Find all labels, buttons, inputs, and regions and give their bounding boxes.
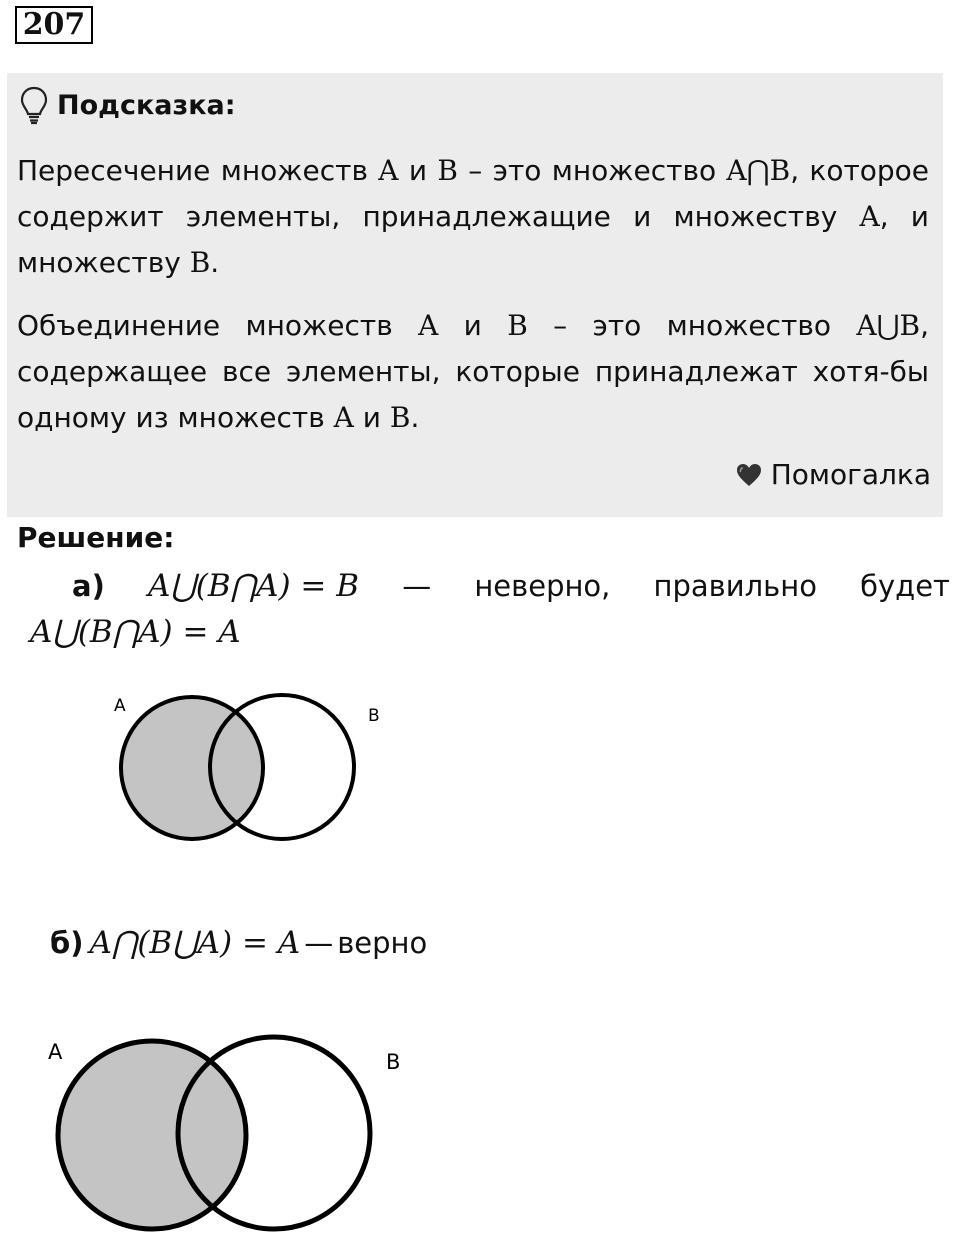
hint-union-text: Объединение множеств A и B – это множество A⋃B, содержащее все элементы, которые принадлежат хотя-бы одному из множеств A и B.	[17, 309, 930, 434]
lightbulb-icon	[19, 85, 49, 125]
venn-a-label-a: A	[114, 696, 126, 716]
hint-box	[7, 73, 943, 517]
hint-title: Подсказка:	[57, 89, 236, 121]
solution-a-label: а)	[72, 569, 105, 603]
hint-credit-label: Помогалка	[770, 458, 931, 491]
solution-a-line2	[30, 614, 241, 650]
venn-diagram-b	[40, 1030, 410, 1239]
solution-b-formula: A⋂(B⋃A) = A	[89, 925, 301, 961]
venn-b-label-b: B	[386, 1050, 401, 1074]
solution-a-word1: неверно,	[474, 569, 611, 603]
solution-a-line1	[72, 568, 950, 604]
hint-credit	[735, 458, 931, 491]
venn-a-label-b: B	[368, 706, 380, 726]
solution-b-verdict: верно	[337, 926, 428, 960]
exercise-number: 207	[15, 6, 93, 44]
solution-a-dash: —	[402, 569, 432, 603]
solution-b-label: б)	[50, 926, 84, 960]
venn-diagram-a	[100, 680, 400, 860]
solution-a-formula2: A⋃(B⋂A) = A	[30, 614, 241, 650]
solution-a-word2: правильно	[653, 569, 817, 603]
heart-icon	[735, 462, 763, 488]
solution-b-dash: —	[304, 926, 334, 960]
solution-title: Решение:	[17, 521, 175, 554]
solution-a-formula: A⋃(B⋂A) = B	[147, 568, 360, 604]
solution-a-word3: будет	[860, 569, 950, 603]
hint-header	[19, 85, 236, 125]
venn-b-label-a: A	[48, 1040, 63, 1064]
solution-b-line	[50, 925, 427, 961]
hint-intersection-text: Пересечение множеств A и B – это множество A⋂B, которое содержит элементы, принадлежащие и множеству A, и множеству B.	[17, 154, 930, 279]
